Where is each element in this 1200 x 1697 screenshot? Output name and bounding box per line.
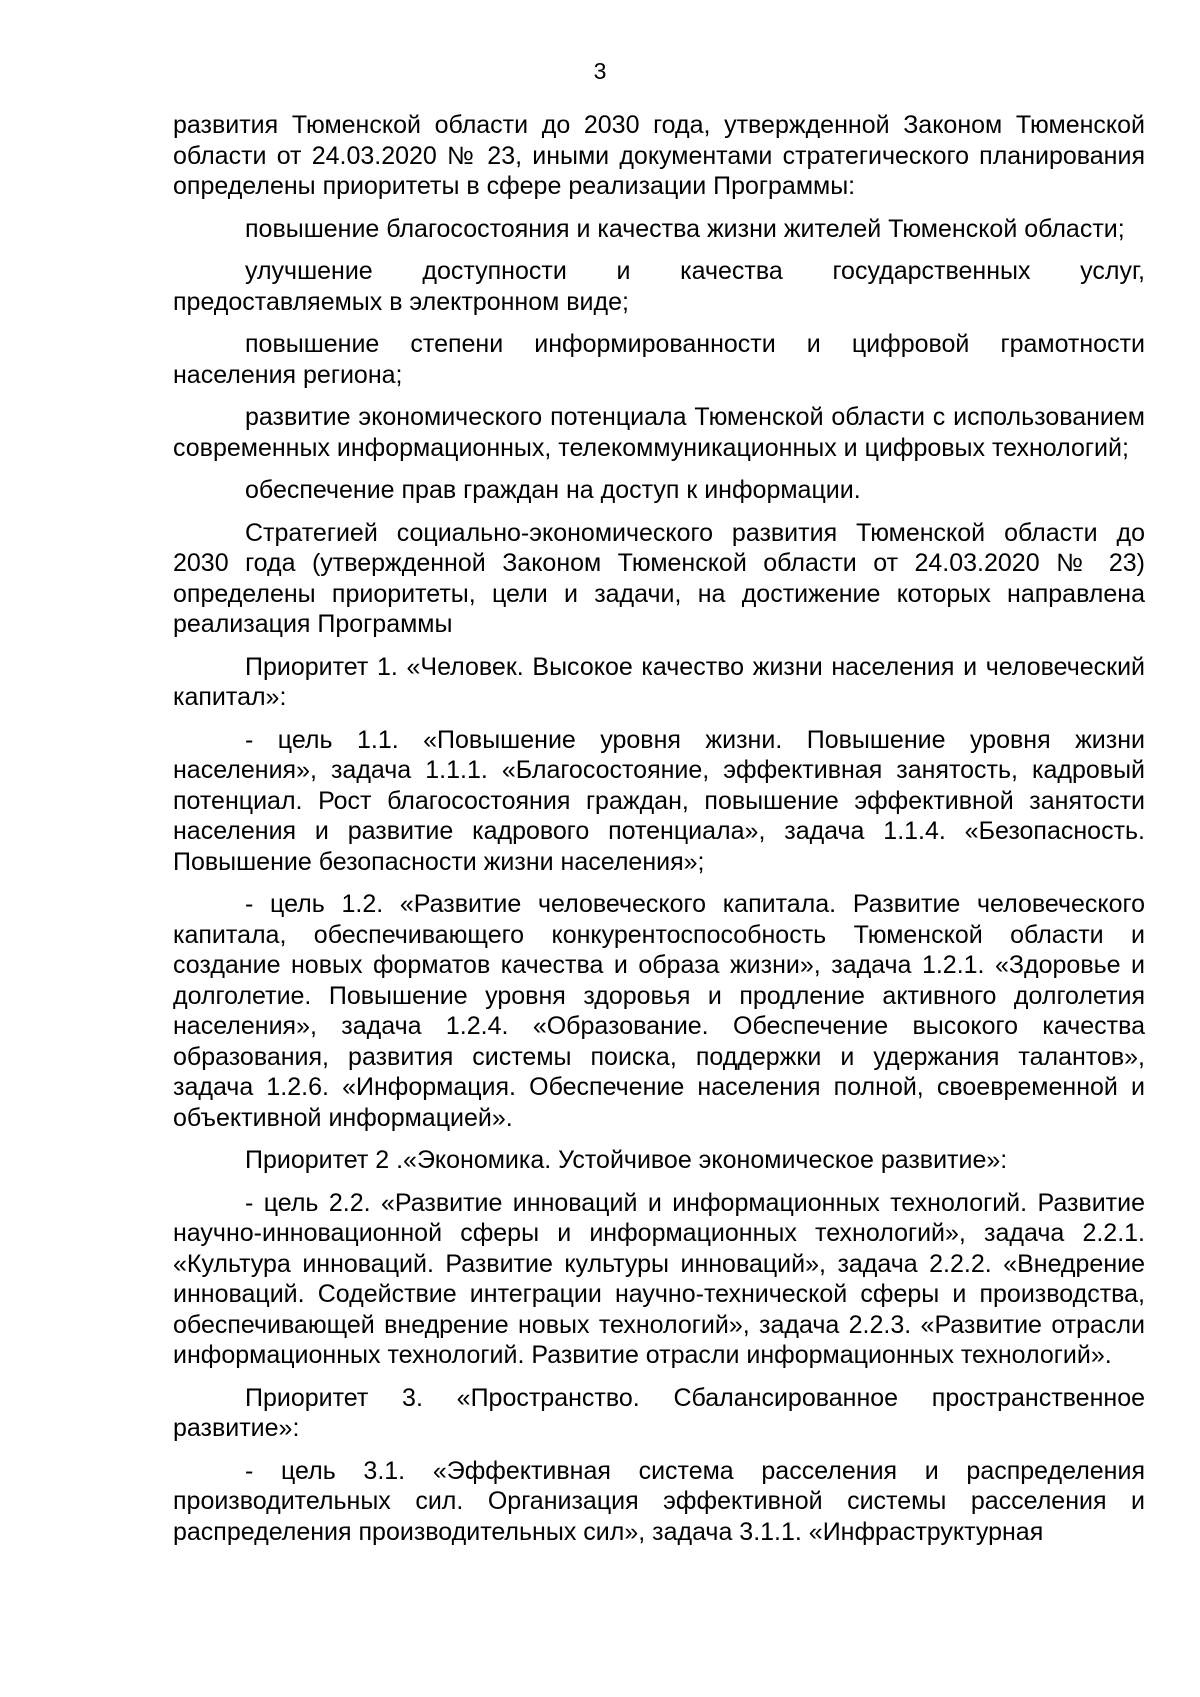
document-body: [173, 110, 1145, 1559]
paragraph: - цель 1.2. «Развитие человеческого капитала. Развитие человеческого капитала, обеспечивающего конкурентоспособность Тюменской области и создание новых форматов качества и образа жизни», задача 1.2.1. «Здоровье и долголетие. Повышение уровня здоровья и продление активного долголетия населения», задача 1.2.4. «Образование. Обеспечение высокого качества образования, развития системы поиска, поддержки и удержания талантов», задача 1.2.6. «Информация. Обеспечение населения полной, своевременной и объективной информацией».: [173, 890, 1145, 1132]
paragraph: улучшение доступности и качества государственных услуг, предоставляемых в электронном виде;: [173, 257, 1145, 316]
paragraph: повышение благосостояния и качества жизни жителей Тюменской области;: [245, 214, 1125, 243]
paragraph: Приоритет 1. «Человек. Высокое качество жизни населения и человеческий капитал»:: [173, 652, 1145, 711]
paragraph: развития Тюменской области до 2030 года, утвержденной Законом Тюменской области от 24.03.2020 № 23, иными документами стратегического планирования определены приоритеты в сфере реализации Программы:: [173, 111, 1145, 200]
paragraph: - цель 3.1. «Эффективная система расселения и распределения производительных сил. Организация эффективной системы расселения и распределения производительных сил», задача 3.1.1. «Инфраструктурная: [173, 1456, 1145, 1546]
paragraph: обеспечение прав граждан на доступ к информации.: [245, 476, 861, 504]
paragraph: - цель 2.2. «Развитие инноваций и информационных технологий. Развитие научно-инновационной сферы и информационных технологий», задача 2.2.1. «Культура инноваций. Развитие культуры инноваций», задача 2.2.2. «Внедрение инноваций. Содействие интеграции научно-технической сферы и производства, обеспечивающей внедрение новых технологий», задача 2.2.3. «Развитие отрасли информационных технологий. Развитие отрасли информационных технологий».: [173, 1188, 1145, 1369]
page-number: 3: [593, 58, 607, 84]
paragraph: Приоритет 3. «Пространство. Сбалансированное пространственное развитие»:: [173, 1383, 1145, 1442]
paragraph: развитие экономического потенциала Тюменской области с использованием современных информационных, телекоммуникационных и цифровых технологий;: [173, 403, 1145, 462]
paragraph: повышение степени информированности и цифровой грамотности населения региона;: [173, 330, 1145, 389]
paragraph: Приоритет 2 .«Экономика. Устойчивое экономическое развитие»:: [245, 1146, 1008, 1174]
paragraph: Стратегией социально-экономического развития Тюменской области до 2030 года (утвержденной Законом Тюменской области от 24.03.2020 № 23) определены приоритеты, цели и задачи, на достижение которых направлена реализация Программы: [173, 518, 1145, 638]
paragraph: - цель 1.1. «Повышение уровня жизни. Повышение уровня жизни населения», задача 1.1.1. «Благосостояние, эффективная занятость, кадровый потенциал. Рост благосостояния граждан, повышение эффективной занятости населения и развитие кадрового потенциала», задача 1.1.4. «Безопасность. Повышение безопасности жизни населения»;: [173, 725, 1145, 876]
